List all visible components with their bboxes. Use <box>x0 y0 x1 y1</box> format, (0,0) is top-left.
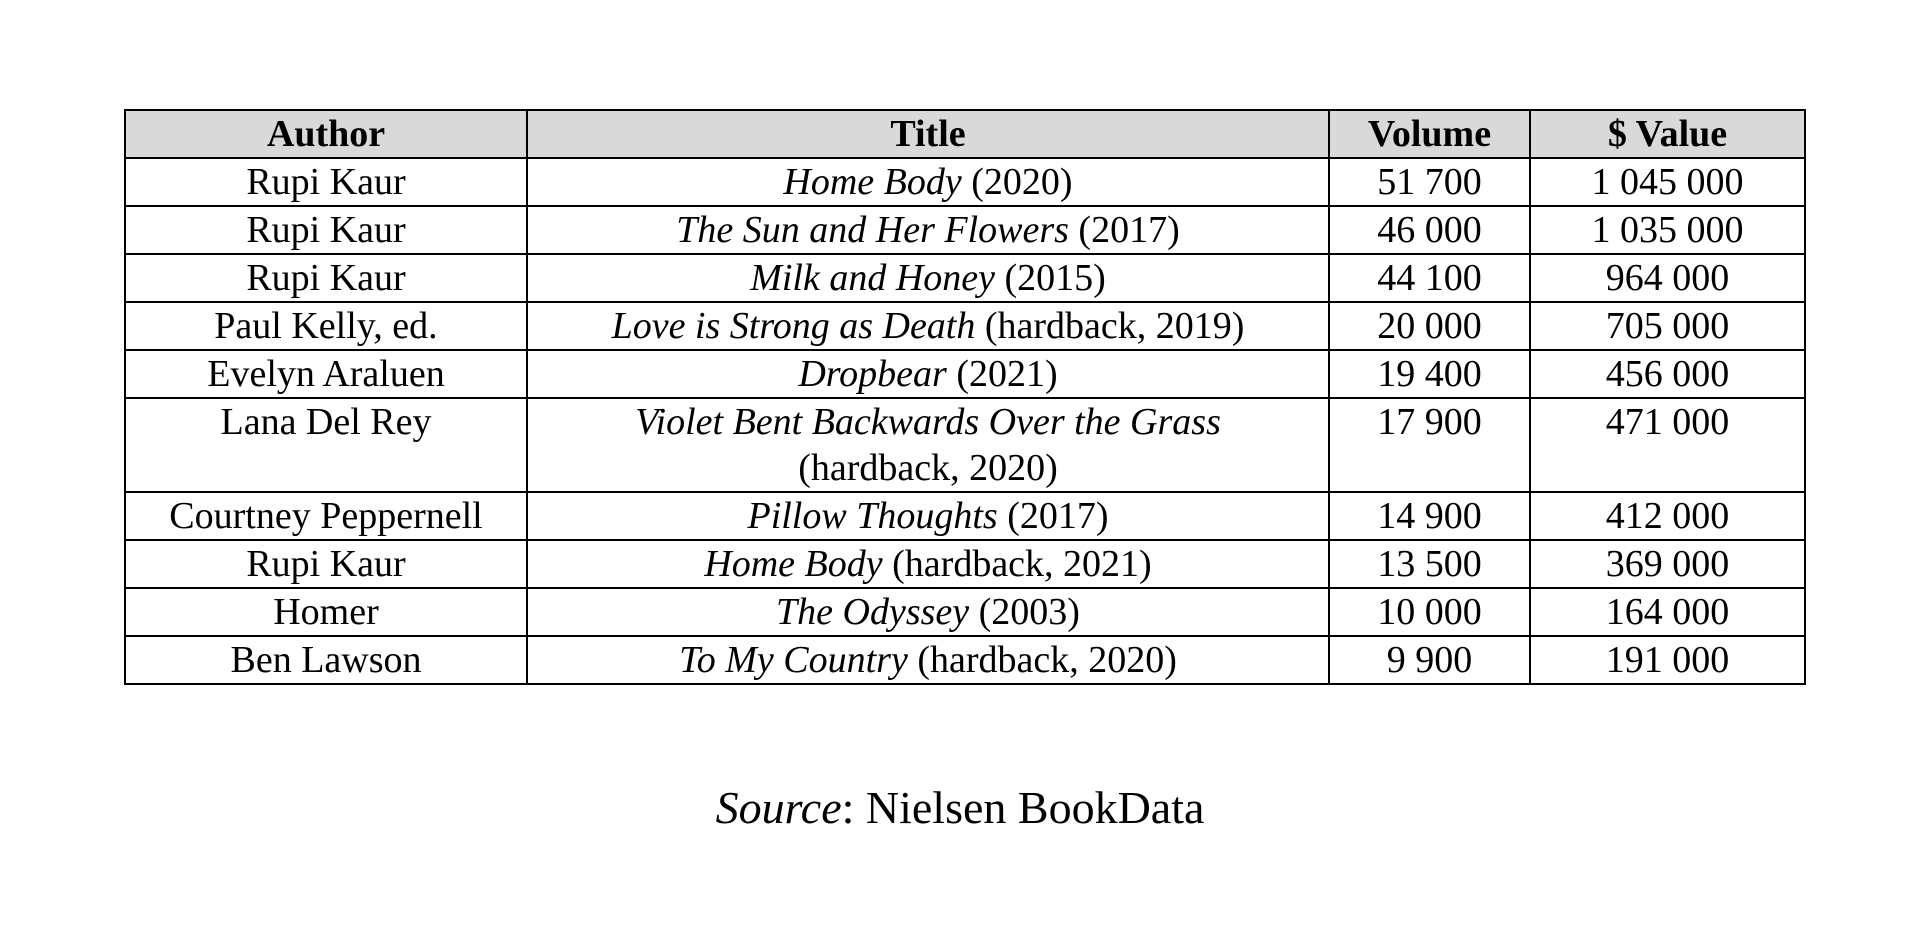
title-detail: (2020) <box>961 161 1073 203</box>
cell-title <box>527 492 1329 540</box>
table-row <box>125 158 1805 206</box>
table-row <box>125 588 1805 636</box>
table-row <box>125 206 1805 254</box>
title-detail: (2003) <box>969 591 1080 633</box>
cell-value: 1 045 000 <box>1530 158 1805 206</box>
cell-volume: 44 100 <box>1329 254 1530 302</box>
cell-value: 471 000 <box>1530 398 1805 492</box>
cell-value: 412 000 <box>1530 492 1805 540</box>
title-detail: (2017) <box>1068 209 1180 251</box>
cell-author: Rupi Kaur <box>125 206 527 254</box>
title-italic: Home Body <box>704 543 883 585</box>
table-row <box>125 540 1805 588</box>
title-detail: (hardback, 2020) <box>907 639 1177 681</box>
title-detail: (hardback, 2020) <box>798 447 1058 489</box>
header-author: Author <box>125 110 527 158</box>
cell-author: Rupi Kaur <box>125 540 527 588</box>
cell-title <box>527 350 1329 398</box>
title-italic: The Odyssey <box>776 591 970 633</box>
header-volume: Volume <box>1329 110 1530 158</box>
title-italic: Milk and Honey <box>750 257 995 299</box>
cell-value: 1 035 000 <box>1530 206 1805 254</box>
cell-title <box>527 540 1329 588</box>
cell-title <box>527 254 1329 302</box>
title-italic: To My Country <box>679 639 908 681</box>
table-row <box>125 398 1805 492</box>
title-italic: Pillow Thoughts <box>747 495 998 537</box>
table-row <box>125 636 1805 684</box>
table-row <box>125 254 1805 302</box>
header-row <box>125 110 1805 158</box>
cell-author: Courtney Peppernell <box>125 492 527 540</box>
cell-value: 191 000 <box>1530 636 1805 684</box>
cell-volume: 14 900 <box>1329 492 1530 540</box>
source-caption <box>0 780 1920 836</box>
cell-title <box>527 302 1329 350</box>
cell-author: Rupi Kaur <box>125 158 527 206</box>
sales-table <box>124 109 1806 685</box>
title-italic: Love is Strong as Death <box>611 305 976 347</box>
source-label: Source <box>715 782 842 833</box>
source-text: : Nielsen BookData <box>841 782 1205 833</box>
cell-title <box>527 588 1329 636</box>
cell-title <box>527 158 1329 206</box>
cell-volume: 51 700 <box>1329 158 1530 206</box>
title-detail: (2017) <box>997 495 1109 537</box>
cell-value: 964 000 <box>1530 254 1805 302</box>
table-row <box>125 302 1805 350</box>
title-italic: The Sun and Her Flowers <box>676 209 1069 251</box>
cell-volume: 19 400 <box>1329 350 1530 398</box>
table-body <box>125 158 1805 684</box>
cell-value: 369 000 <box>1530 540 1805 588</box>
cell-author: Homer <box>125 588 527 636</box>
title-italic: Dropbear <box>798 353 947 395</box>
cell-author: Evelyn Araluen <box>125 350 527 398</box>
table-row <box>125 350 1805 398</box>
cell-author: Rupi Kaur <box>125 254 527 302</box>
title-detail: (2021) <box>946 353 1058 395</box>
title-detail: (hardback, 2021) <box>882 543 1152 585</box>
cell-volume: 10 000 <box>1329 588 1530 636</box>
title-italic: Violet Bent Backwards Over the Grass <box>635 401 1221 443</box>
title-italic: Home Body <box>783 161 962 203</box>
cell-title <box>527 206 1329 254</box>
cell-volume: 20 000 <box>1329 302 1530 350</box>
table-row <box>125 492 1805 540</box>
title-detail: (hardback, 2019) <box>975 305 1245 347</box>
cell-volume: 17 900 <box>1329 398 1530 492</box>
cell-volume: 46 000 <box>1329 206 1530 254</box>
cell-volume: 13 500 <box>1329 540 1530 588</box>
cell-volume: 9 900 <box>1329 636 1530 684</box>
cell-value: 705 000 <box>1530 302 1805 350</box>
cell-title <box>527 398 1329 492</box>
title-detail: (2015) <box>995 257 1106 299</box>
cell-title <box>527 636 1329 684</box>
cell-author: Lana Del Rey <box>125 398 527 492</box>
cell-value: 164 000 <box>1530 588 1805 636</box>
header-title: Title <box>527 110 1329 158</box>
table-header <box>125 110 1805 158</box>
cell-author: Paul Kelly, ed. <box>125 302 527 350</box>
header-value: $ Value <box>1530 110 1805 158</box>
cell-author: Ben Lawson <box>125 636 527 684</box>
cell-value: 456 000 <box>1530 350 1805 398</box>
